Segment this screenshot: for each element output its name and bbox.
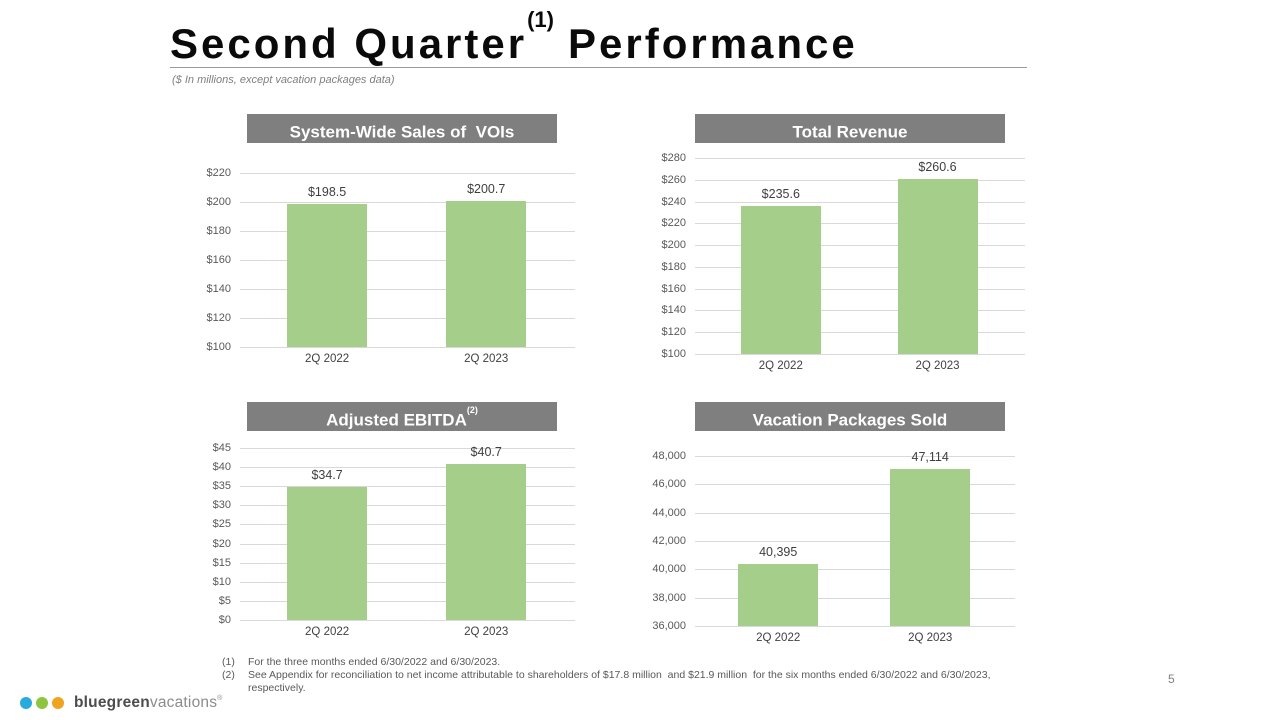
chart-title-bar — [695, 114, 1005, 143]
y-axis-tick-label: $220 — [661, 217, 686, 230]
y-axis-tick-label: $20 — [212, 537, 231, 550]
chart-title-bar — [247, 114, 557, 143]
title-underline — [170, 67, 1027, 68]
category-label: 2Q 2022 — [305, 626, 350, 638]
y-axis-tick-label: $120 — [206, 312, 231, 324]
plot-area — [652, 449, 1015, 644]
page-title-part1: Second Quarter — [170, 20, 528, 67]
footnote-2 — [222, 669, 1034, 695]
gridline — [695, 158, 1025, 159]
gridline — [240, 347, 575, 348]
bar-value-label: $34.7 — [311, 468, 343, 483]
y-axis-tick-label: $200 — [661, 239, 686, 252]
chart-system-wide-sales — [185, 114, 585, 394]
y-axis-tick-label: $260 — [661, 173, 686, 186]
page-title-part2: Performance — [567, 20, 858, 67]
footnote-number: (2) — [222, 669, 235, 681]
footnotes — [222, 656, 1034, 695]
category-label: 2Q 2023 — [464, 626, 509, 638]
plot-area — [212, 442, 575, 638]
chart-total-revenue — [650, 114, 1050, 394]
logo-dot-blue — [20, 697, 32, 709]
footnote-text: For the three months ended 6/30/2022 and 6/30/2023. — [248, 656, 501, 668]
y-axis-tick-label: $220 — [206, 167, 231, 179]
trademark-symbol: ® — [217, 695, 223, 702]
bar-value-label: 40,395 — [759, 544, 798, 559]
bar-2q-2022 — [738, 564, 818, 626]
footnote-number: (1) — [222, 656, 235, 668]
y-axis-tick-label: $5 — [218, 594, 231, 607]
plot-area — [661, 152, 1025, 372]
chart-title: Adjusted EBITDA — [326, 410, 467, 430]
y-axis-tick-label: $45 — [212, 442, 231, 454]
plot-area — [206, 167, 575, 365]
chart-title-superscript: (2) — [466, 405, 478, 415]
y-axis-tick-label: $30 — [212, 499, 231, 512]
bar-2q-2023 — [898, 179, 978, 354]
bar-value-label: $40.7 — [470, 445, 502, 460]
y-axis-tick-label: 36,000 — [652, 620, 686, 632]
y-axis-tick-label: $160 — [661, 282, 686, 295]
chart-title-bar — [695, 402, 1005, 431]
logo-dot-green — [36, 697, 48, 709]
chart-title: System-Wide Sales of VOIs — [289, 122, 515, 142]
y-axis-tick-label: $10 — [212, 575, 231, 588]
y-axis-tick-label: 48,000 — [652, 450, 686, 462]
title-footnote-superscript: (1) — [527, 7, 554, 32]
y-axis-tick-label: 40,000 — [652, 563, 686, 576]
y-axis-tick-label: $0 — [218, 614, 231, 626]
bar-2q-2022 — [741, 206, 821, 354]
y-axis-tick-label: $180 — [661, 260, 686, 273]
chart-title-bar — [247, 402, 557, 431]
y-axis-tick-label: $280 — [661, 152, 686, 164]
page-title — [170, 7, 858, 70]
chart-vacation-packages-sold — [650, 402, 1050, 662]
bar-2q-2023 — [446, 464, 526, 620]
bar-2q-2022 — [287, 487, 367, 620]
logo-dot-orange — [52, 697, 64, 709]
brand-name-light: vacations — [149, 694, 218, 711]
category-label: 2Q 2023 — [915, 360, 960, 372]
bar-2q-2023 — [890, 469, 970, 626]
y-axis-tick-label: $100 — [206, 341, 231, 353]
title-block — [170, 7, 858, 70]
y-axis-tick-label: $40 — [212, 461, 231, 474]
y-axis-tick-label: $140 — [206, 283, 231, 295]
y-axis-tick-label: $25 — [212, 518, 231, 531]
category-label: 2Q 2023 — [908, 632, 953, 644]
gridline — [695, 626, 1015, 627]
gridline — [240, 173, 575, 174]
chart-adjusted-ebitda — [185, 402, 585, 662]
category-label: 2Q 2023 — [464, 353, 509, 365]
category-label: 2Q 2022 — [758, 360, 803, 372]
y-axis-tick-label: $160 — [206, 254, 231, 266]
y-axis-tick-label: 46,000 — [652, 478, 686, 491]
category-label: 2Q 2022 — [305, 353, 350, 365]
footnote-text: See Appendix for reconciliation to net income attributable to shareholders of $17.8 million and $21.9 million for the six months ended 6/30/2022 and 6/30/2023, respectively. — [248, 669, 994, 694]
y-axis-tick-label: $200 — [206, 196, 231, 208]
page-number: 5 — [1168, 672, 1175, 686]
y-axis-tick-label: 44,000 — [652, 506, 686, 519]
bar-value-label: $200.7 — [467, 182, 506, 196]
brand-name-bold: bluegreen — [74, 694, 150, 711]
gridline — [240, 620, 575, 621]
chart-title: Vacation Packages Sold — [752, 410, 948, 430]
footnote-1 — [222, 656, 1034, 669]
y-axis-tick-label: $15 — [212, 556, 231, 569]
category-label: 2Q 2022 — [756, 632, 801, 644]
bar-value-label: $235.6 — [761, 187, 800, 202]
brand-name — [74, 694, 223, 712]
chart-title: Total Revenue — [792, 122, 908, 142]
bar-value-label: $198.5 — [307, 185, 347, 200]
bar-2q-2023 — [446, 201, 526, 347]
bar-value-label: $260.6 — [918, 160, 957, 175]
y-axis-tick-label: 42,000 — [652, 535, 686, 547]
y-axis-tick-label: $180 — [206, 225, 231, 237]
brand-logo — [20, 694, 223, 712]
bar-value-label: 47,114 — [911, 449, 949, 464]
gridline — [695, 354, 1025, 355]
y-axis-tick-label: $240 — [661, 195, 686, 208]
bar-2q-2022 — [287, 204, 367, 347]
subtitle: ($ In millions, except vacation packages data) — [172, 74, 395, 86]
y-axis-tick-label: 38,000 — [652, 591, 686, 604]
y-axis-tick-label: $120 — [661, 326, 686, 339]
y-axis-tick-label: $140 — [661, 304, 686, 317]
y-axis-tick-label: $35 — [212, 480, 231, 493]
y-axis-tick-label: $100 — [661, 348, 686, 360]
